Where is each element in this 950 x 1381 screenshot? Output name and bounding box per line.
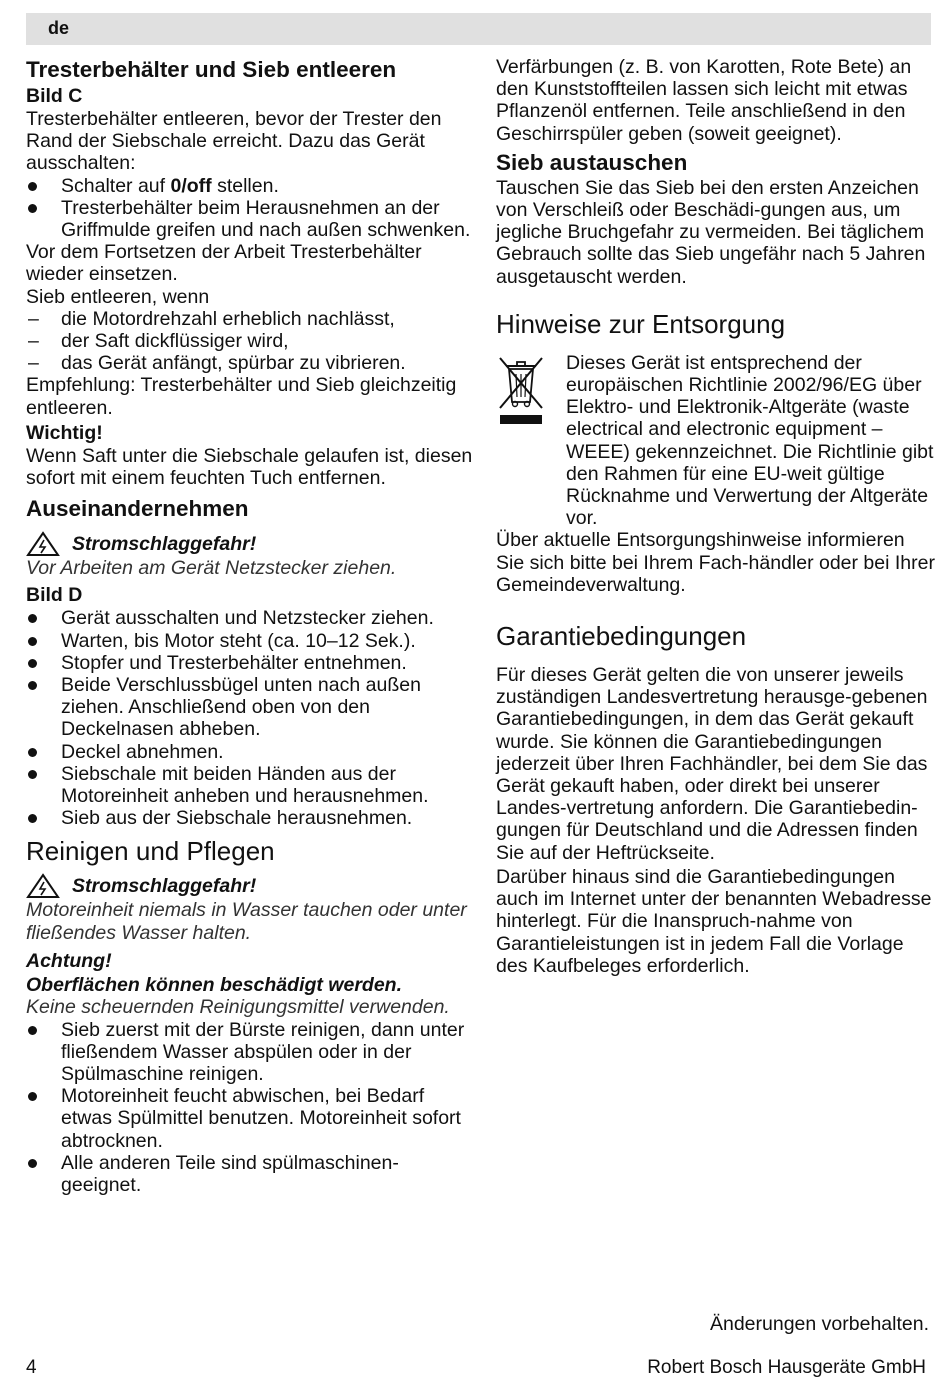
list-item: Siebschale mit beiden Händen aus der Motoreinheit anheben und herausnehmen.	[26, 763, 476, 807]
section-title-reinigen: Reinigen und Pflegen	[26, 836, 275, 867]
list-item: Schalter auf 0/off stellen.	[26, 175, 476, 197]
important-label: Wichtig!	[26, 421, 103, 444]
figure-ref-c: Bild C	[26, 85, 83, 107]
bullet-list	[26, 1019, 476, 1197]
caution-title: Achtung!	[26, 949, 112, 972]
company-name: Robert Bosch Hausgeräte GmbH	[647, 1357, 926, 1378]
weee-text: Dieses Gerät ist entsprechend der europäischen Richtlinie 2002/96/EG über Elektro- und Elektronik-Altgeräte (waste electrical and electronic equipment – WEEE) gekennzeichnet. Die Richtlinie gibt den Rahmen für eine EU-weit gültige Rücknahme und Verwertung der Altgeräte vor.	[566, 351, 934, 530]
paragraph: Für dieses Gerät gelten die von unserer jeweils zuständigen Landesvertretung herausge-gebenen Garantiebedingungen, in dem das Gerät gekauft wurde. Sie können die Garantiebedingungen jederzeit über Ihren Fachhändler, bei dem Sie das Gerät gekauft haben, oder direkt bei unserer Landes-vertretung anfordern. Die Garantiebedin-gungen für Deutschland und die Adressen finden Sie auf der Heftrückseite.	[496, 664, 928, 864]
warning-title: Stromschlaggefahr!	[72, 533, 257, 556]
paragraph: Tresterbehälter entleeren, bevor der Trester den Rand der Siebschale erreicht. Dazu das Gerät ausschalten:	[26, 108, 442, 175]
figure-ref-d: Bild D	[26, 584, 83, 607]
dash-list	[26, 308, 476, 375]
page-number: 4	[26, 1357, 37, 1378]
caution-subtitle: Oberflächen können beschädigt werden.	[26, 974, 402, 997]
warning-triangle-icon	[26, 873, 60, 899]
paragraph: Sieb entleeren, wenn	[26, 285, 210, 308]
list-item: Alle anderen Teile sind spülmaschinen-geeignet.	[26, 1152, 476, 1196]
list-item: Sieb zuerst mit der Bürste reinigen, dann unter fließendem Wasser abspülen oder in der Spülmaschine reinigen.	[26, 1019, 476, 1086]
paragraph: Wenn Saft unter die Siebschale gelaufen ist, diesen sofort mit einem feuchten Tuch entfernen.	[26, 444, 473, 490]
language-code: de	[48, 18, 70, 38]
list-item: Gerät ausschalten und Netzstecker ziehen.	[26, 607, 476, 629]
bullet-list	[26, 607, 476, 829]
paragraph: Über aktuelle Entsorgungshinweise informieren Sie sich bitte bei Ihrem Fach-händler oder bei Ihrer Gemeindeverwaltung.	[496, 529, 935, 596]
section-title-auseinandernehmen: Auseinandernehmen	[26, 496, 249, 522]
list-item: Stopfer und Tresterbehälter entnehmen.	[26, 652, 476, 674]
left-column	[26, 56, 476, 1196]
paragraph: Verfärbungen (z. B. von Karotten, Rote Bete) an den Kunststoffteilen lassen sich leicht mit etwas Pflanzenöl entfernen. Teile anschließend in den Geschirrspüler geben (soweit geeignet).	[496, 56, 912, 145]
warning-title: Stromschlaggefahr!	[72, 875, 257, 898]
paragraph: Darüber hinaus sind die Garantiebedingungen auch im Internet unter der benannten Webadresse hinterlegt. Für die Inanspruch-nahme von Garantieleistungen ist in jedem Fall die Vorlage des Kaufbeleges erforderlich.	[496, 865, 932, 977]
weee-notice	[496, 352, 936, 530]
list-item: Warten, bis Motor steht (ca. 10–12 Sek.).	[26, 630, 476, 652]
section-title-tresterbehaelter: Tresterbehälter und Sieb entleeren	[26, 57, 397, 82]
list-item: – die Motordrehzahl erheblich nachlässt,	[26, 308, 476, 330]
warning-text: Motoreinheit niemals in Wasser tauchen oder unter fließendes Wasser halten.	[26, 899, 467, 944]
right-column	[496, 56, 936, 977]
list-item: Motoreinheit feucht abwischen, bei Bedarf etwas Spülmittel benutzen. Motoreinheit sofort abtrocknen.	[26, 1085, 476, 1152]
list-item: Deckel abnehmen.	[26, 741, 476, 763]
caution-text: Keine scheuernden Reinigungsmittel verwenden.	[26, 996, 450, 1019]
bullet-list	[26, 175, 476, 242]
paragraph: Tauschen Sie das Sieb bei den ersten Anzeichen von Verschleiß oder Beschädi-gungen aus, um jegliche Bruchgefahr zu vermeiden. Bei täglichem Gebrauch sollte das Sieb ungefähr nach 5 Jahren ausgetauscht werden.	[496, 176, 926, 288]
list-item: Beide Verschlussbügel unten nach außen ziehen. Anschließend oben von den Deckelnasen abheben.	[26, 674, 476, 741]
paragraph: Vor dem Fortsetzen der Arbeit Tresterbehälter wieder einsetzen.	[26, 241, 422, 286]
section-title-sieb-austauschen: Sieb austauschen	[496, 149, 688, 175]
list-item: Tresterbehälter beim Herausnehmen an der Griffmulde greifen und nach außen schwenken.	[26, 197, 476, 241]
section-title-entsorgung: Hinweise zur Entsorgung	[496, 308, 786, 339]
list-item: – der Saft dickflüssiger wird,	[26, 330, 476, 352]
paragraph: Empfehlung: Tresterbehälter und Sieb gleichzeitig entleeren.	[26, 374, 457, 419]
language-header-bar	[26, 13, 931, 45]
crossed-out-bin-icon	[496, 352, 546, 530]
warning-row	[26, 873, 476, 899]
warning-triangle-icon	[26, 531, 60, 557]
changes-reserved-note: Änderungen vorbehalten.	[709, 1313, 929, 1335]
warning-row	[26, 531, 476, 557]
list-item: – das Gerät anfängt, spürbar zu vibrieren.	[26, 352, 476, 374]
section-title-garantie: Garantiebedingungen	[496, 621, 747, 652]
warning-text: Vor Arbeiten am Gerät Netzstecker ziehen.	[26, 557, 397, 580]
list-item: Sieb aus der Siebschale herausnehmen.	[26, 807, 476, 829]
